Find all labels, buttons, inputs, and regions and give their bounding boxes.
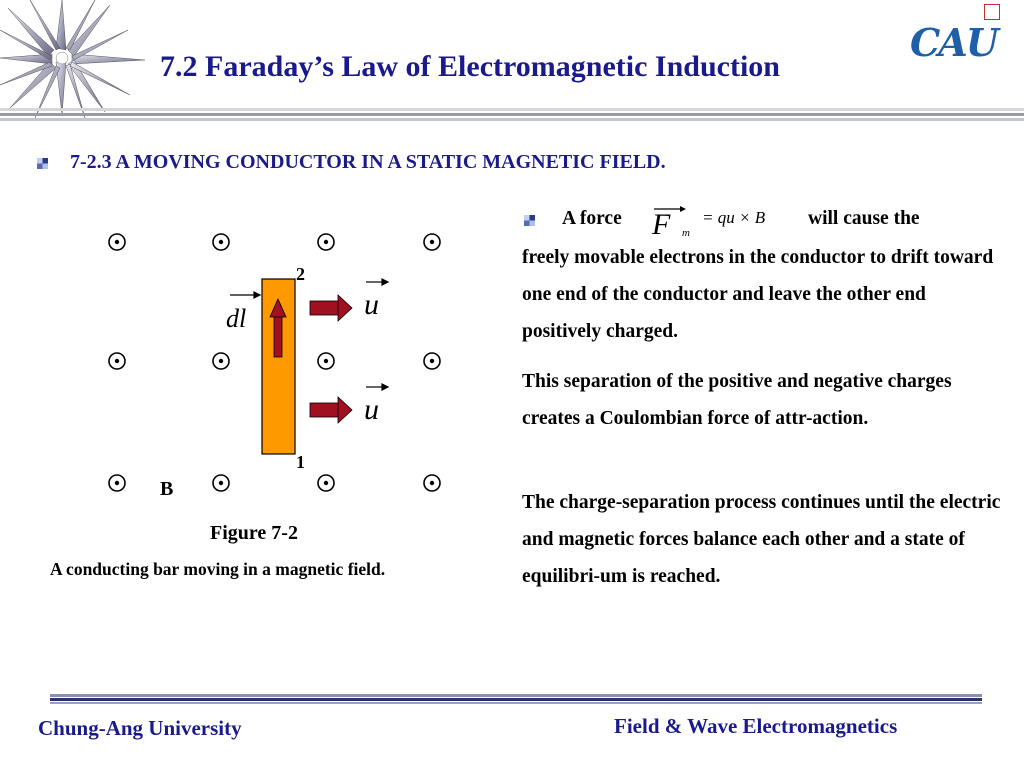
paragraph-force-effect: freely movable electrons in the conductor to drift toward one end of the conductor and leave the other end positively charged. <box>522 247 994 342</box>
star-decoration-icon <box>0 0 150 118</box>
cau-logo <box>910 8 997 68</box>
velocity-arrow-top-icon <box>310 295 352 321</box>
figure-caption-description: A conducting bar moving in a magnetic field. <box>50 559 386 579</box>
slide-title: 7.2 Faraday’s Law of Electromagnetic Induction <box>160 50 780 83</box>
bar-end-label-1: 1 <box>296 452 305 472</box>
section-heading: 7-2.3 A MOVING CONDUCTOR IN A STATIC MAGNETIC FIELD. <box>70 151 666 173</box>
footer-course: Field & Wave Electromagnetics <box>614 714 898 738</box>
logo-box-icon <box>984 4 1000 20</box>
figure-caption-title: Figure 7-2 <box>210 522 298 544</box>
conducting-bar-diagram <box>90 215 470 515</box>
force-suffix: will cause the <box>808 208 920 229</box>
bar-end-label-2: 2 <box>296 264 305 284</box>
force-equation-text: = qu × B <box>702 208 766 227</box>
force-symbol: F <box>652 208 671 241</box>
footer-divider <box>50 694 982 706</box>
section-bullet-icon <box>37 158 48 169</box>
field-label-b: B <box>160 478 174 500</box>
force-equation <box>650 202 810 242</box>
cau-logo-text: CAU <box>910 20 997 65</box>
header-divider <box>0 108 1024 122</box>
velocity-label-top: u <box>364 288 379 321</box>
paragraph-equilibrium: The charge-separation process continues until the electric and magnetic forces balance each other and a state of equilibri-um is reached. <box>522 492 1001 587</box>
paragraph-charge-separation: This separation of the positive and negative charges creates a Coulombian force of attr-action. <box>522 371 952 429</box>
velocity-label-bottom: u <box>364 393 379 426</box>
force-prefix: A force <box>562 208 622 229</box>
velocity-arrow-bottom-icon <box>310 397 352 423</box>
paragraph-bullet-icon <box>524 215 535 226</box>
footer-university: Chung-Ang University <box>38 716 242 740</box>
dl-label: dl <box>226 304 247 333</box>
force-subscript: m <box>682 227 690 239</box>
force-line <box>562 202 1012 242</box>
